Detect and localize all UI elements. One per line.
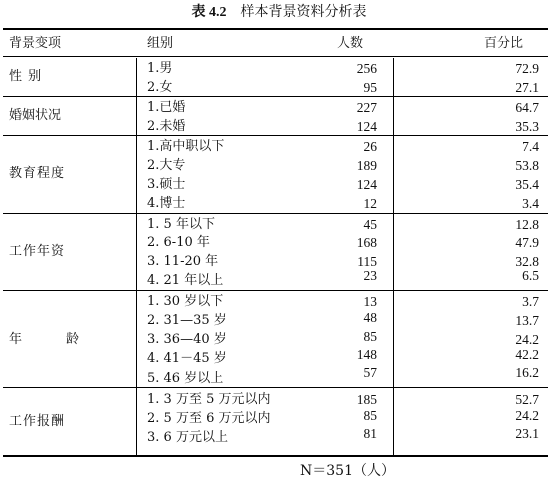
percent-cell: 53.8	[515, 158, 539, 173]
count-cell: 26	[363, 139, 377, 154]
count-cell: 168	[356, 235, 377, 250]
count-cell: 95	[363, 80, 377, 95]
count-cell: 81	[363, 426, 377, 441]
column-separator	[136, 58, 137, 455]
percent-cell: 6.5	[522, 268, 539, 283]
percent-cell: 42.2	[515, 347, 539, 362]
percent-cell: 64.7	[515, 100, 539, 115]
section-label-marital: 婚姻状况	[9, 108, 62, 123]
group-cell: 5. 46 岁以上	[147, 371, 224, 386]
percent-cell: 3.7	[522, 294, 539, 309]
header-background: 背景变项	[9, 36, 62, 51]
percent-cell: 16.2	[515, 365, 539, 380]
top-rule	[3, 28, 548, 30]
count-cell: 12	[363, 196, 377, 211]
percent-cell: 7.4	[522, 139, 539, 154]
section-label-work-years: 工作年资	[9, 244, 66, 259]
group-cell: 3.硕士	[147, 177, 186, 192]
count-cell: 23	[363, 268, 377, 283]
header-group: 组别	[147, 36, 174, 51]
percent-cell: 3.4	[522, 196, 539, 211]
section-divider	[3, 387, 548, 388]
percent-cell: 23.1	[515, 426, 539, 441]
count-cell: 256	[356, 61, 377, 76]
percent-cell: 47.9	[515, 235, 539, 250]
percent-cell: 35.3	[515, 119, 539, 134]
count-cell: 45	[363, 217, 377, 232]
count-cell: 189	[356, 158, 377, 173]
header-count: 人数	[337, 36, 364, 51]
age-label-left: 年	[9, 332, 23, 347]
count-cell: 124	[356, 119, 377, 134]
table-number: 表 4.2	[191, 5, 227, 20]
percent-cell: 12.8	[515, 217, 539, 232]
percent-cell: 72.9	[515, 61, 539, 76]
table-caption	[0, 2, 558, 22]
group-cell: 1. 30 岁以下	[147, 294, 224, 309]
column-separator	[393, 58, 394, 455]
count-cell: 185	[356, 392, 377, 407]
count-cell: 148	[356, 347, 377, 362]
group-cell: 2.女	[147, 80, 173, 95]
percent-cell: 27.1	[515, 80, 539, 95]
percent-cell: 13.7	[515, 313, 539, 328]
count-cell: 57	[363, 365, 377, 380]
section-label-age	[9, 330, 79, 349]
count-cell: 13	[363, 294, 377, 309]
group-cell: 2. 5 万至 6 万元以内	[147, 411, 271, 426]
section-label-education: 教育程度	[9, 166, 66, 181]
group-cell: 3. 6 万元以上	[147, 430, 228, 445]
group-cell: 1. 3 万至 5 万元以内	[147, 392, 271, 407]
count-cell: 227	[356, 100, 377, 115]
group-cell: 4. 21 年以上	[147, 273, 224, 288]
group-cell: 2. 31—35 岁	[147, 313, 227, 328]
count-cell: 85	[363, 408, 377, 423]
group-cell: 4.博士	[147, 196, 186, 211]
group-cell: 3. 36—40 岁	[147, 332, 227, 347]
sample-size-note: N＝351（人）	[300, 463, 395, 479]
section-divider	[3, 290, 548, 291]
group-cell: 1.已婚	[147, 100, 186, 115]
section-label-gender: 性 别	[9, 69, 43, 84]
header-rule	[3, 56, 548, 57]
group-cell: 1.高中职以下	[147, 139, 225, 154]
group-cell: 2.大专	[147, 158, 186, 173]
group-cell: 1. 5 年以下	[147, 217, 215, 232]
group-cell: 3. 11-20 年	[147, 254, 219, 269]
group-cell: 2.未婚	[147, 119, 186, 134]
percent-cell: 24.2	[515, 408, 539, 423]
percent-cell: 32.8	[515, 254, 539, 269]
percent-cell: 52.7	[515, 392, 539, 407]
count-cell: 124	[356, 177, 377, 192]
table-title: 样本背景资料分析表	[240, 4, 367, 20]
group-cell: 2. 6-10 年	[147, 235, 210, 250]
count-cell: 48	[363, 310, 377, 325]
section-divider	[3, 213, 548, 214]
group-cell: 1.男	[147, 61, 173, 76]
bottom-rule	[3, 455, 548, 457]
count-cell: 85	[363, 329, 377, 344]
percent-cell: 24.2	[515, 332, 539, 347]
count-cell: 115	[357, 254, 377, 269]
group-cell: 4. 41－45 岁	[147, 351, 227, 366]
percent-cell: 35.4	[515, 177, 539, 192]
header-percent: 百分比	[484, 36, 524, 51]
age-label-right: 龄	[65, 332, 79, 347]
section-label-salary: 工作报酬	[9, 414, 66, 429]
